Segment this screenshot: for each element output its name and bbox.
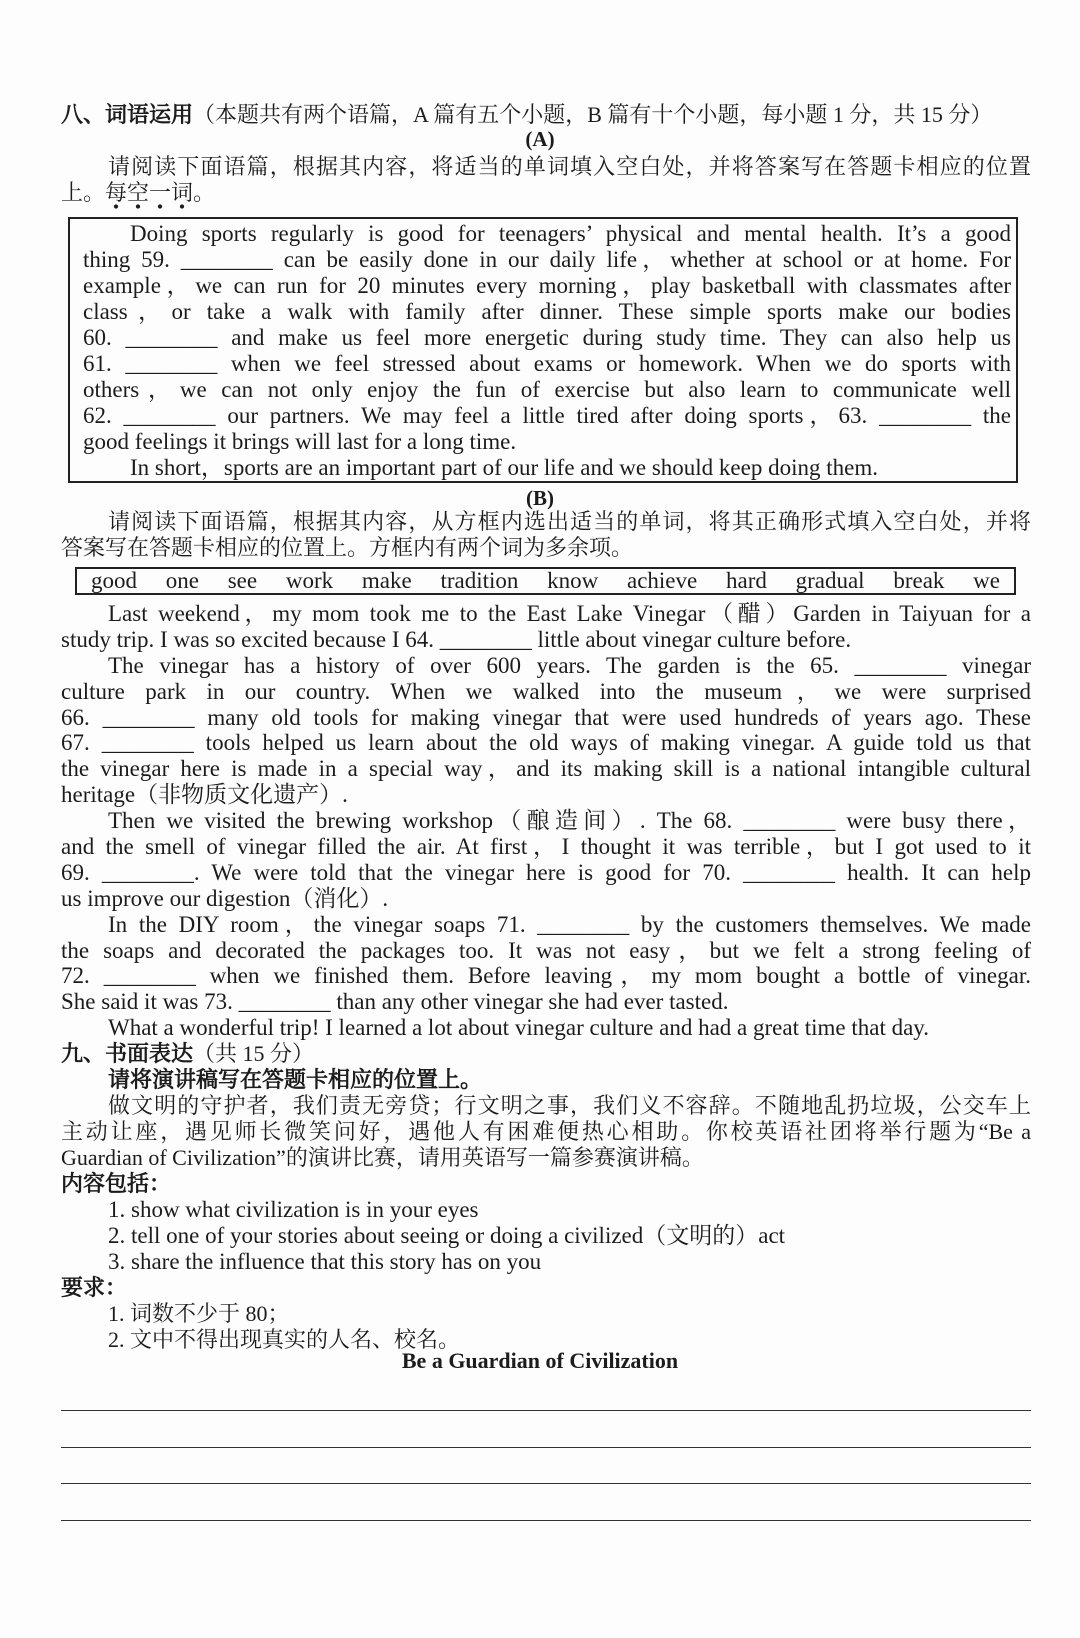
passage-line: heritage（非物质文化遗产）. (61, 782, 348, 808)
section-9-note: （共 15 分） (193, 1041, 315, 1066)
passage-line: 60. ________ and make us feel more energetic during study time. They can also help us (83, 325, 1011, 350)
passage-line: 67. ________ tools helped us learn about the old ways of making vinegar. A guide told us that (61, 730, 1031, 756)
section-9-instruction: 请将演讲稿写在答题卡相应的位置上。 (108, 1067, 483, 1092)
prompt-line: 做文明的守护者，我们责无旁贷；行文明之事，我们义不容辞。不随地乱扔垃圾，公交车上 (108, 1093, 1031, 1118)
passage-line: class，or take a walk with family after dinner. These simple sports make our bodies (83, 299, 1011, 324)
passage-line: study trip. I was so excited because I 64. ________ little about vinegar culture before. (61, 626, 852, 652)
part-a-instruction-line: 请阅读下面语篇，根据其内容，将适当的单词填入空白处，并将答案写在答题卡相应的位置 (108, 154, 1031, 179)
word-bank-item: break (893, 568, 945, 593)
section-8-note: （本题共有两个语篇，A 篇有五个小题，B 篇有十个小题，每小题 1 分，共 15 分） (193, 102, 993, 127)
instruction-text: 。 (193, 180, 216, 205)
prompt-line: 主动让座，遇见师长微笑问好，遇他人有困难便热心相助。你校英语社团将举行题为“Be a (61, 1119, 1031, 1144)
word-bank-item: see (227, 568, 258, 593)
passage-line: culture park in our country. When we walked into the museum，we were surprised (61, 678, 1031, 704)
passage-line: others，we can not only enjoy the fun of exercise but also learn to communicate well (83, 377, 1011, 402)
passage-line: us improve our digestion（消化）. (61, 885, 389, 911)
passage-line: example，we can run for 20 minutes every morning，play basketball with classmates after (83, 273, 1011, 298)
word-bank-item: we (973, 568, 1000, 593)
requirement-item: 2. 文中不得出现真实的人名、校名。 (108, 1327, 461, 1352)
passage-line: She said it was 73. ________ than any other vinegar she had ever tasted. (61, 989, 729, 1015)
part-a-instructions (61, 154, 1031, 206)
word-bank-box (75, 567, 1016, 595)
part-b-instruction-line: 请阅读下面语篇，根据其内容，从方框内选出适当的单词，将其正确形式填入空白处，并将 (108, 509, 1031, 534)
section-9 (61, 1041, 1031, 1353)
section-8-title: 八、词语运用 (61, 102, 194, 127)
part-a-instruction-line (61, 180, 1031, 206)
part-b-label: (B) (526, 486, 554, 510)
passage-line: and the smell of vinegar filled the air. At first，I thought it was terrible，but I got used to it (61, 834, 1031, 860)
passage-line: thing 59. ________ can be easily done in our daily life，whether at school or at home. For (83, 247, 1011, 272)
passage-line: In short，sports are an important part of our life and we should keep doing them. (130, 455, 878, 480)
essay-title: Be a Guardian of Civilization (401, 1348, 679, 1373)
word-bank-item: tradition (440, 568, 519, 593)
passage-line: the vinegar here is made in a special way，and its making skill is a national intangible cultural (61, 756, 1031, 782)
part-a-label: (A) (525, 127, 555, 151)
content-item: 2. tell one of your stories about seeing or doing a civilized（文明的）act (108, 1223, 786, 1248)
part-a-passage-box (68, 217, 1018, 483)
passage-line: good feelings it brings will last for a long time. (83, 429, 517, 454)
emphasized-instruction: 每空一词 (105, 180, 193, 210)
passage-line: Then we visited the brewing workshop（酿造间）. The 68. ________ were busy there， (108, 808, 1031, 834)
word-bank-item: hard (725, 568, 767, 593)
content-label: 内容包括： (61, 1171, 172, 1196)
passage-line: Last weekend，my mom took me to the East Lake Vinegar（醋）Garden in Taiyuan for a (108, 601, 1031, 626)
content-item: 1. show what civilization is in your eyes (108, 1197, 479, 1222)
section-9-heading (61, 1041, 1031, 1067)
passage-line: What a wonderful trip! I learned a lot about vinegar culture and had a great time that day. (108, 1015, 930, 1041)
section-9-title: 九、书面表达 (61, 1041, 194, 1066)
passage-line: the soaps and decorated the packages too. It was not easy，but we felt a strong feeling of (61, 937, 1031, 963)
part-b-instruction-line: 答案写在答题卡相应的位置上。方框内有两个词为多余项。 (61, 535, 634, 560)
word-bank-item: work (285, 568, 334, 593)
word-bank-item: achieve (627, 568, 698, 593)
passage-line: 61. ________ when we feel stressed about exams or homework. When we do sports with (83, 351, 1011, 376)
word-bank-item: gradual (795, 568, 865, 593)
word-bank-item: good (91, 568, 137, 593)
requirement-item: 1. 词数不少于 80； (108, 1301, 290, 1326)
passage-line: The vinegar has a history of over 600 years. The garden is the 65. ________ vinegar (108, 652, 1031, 678)
answer-line (61, 1483, 1031, 1484)
part-b-passage (61, 601, 1031, 1041)
answer-line (61, 1520, 1031, 1521)
passage-line: 66. ________ many old tools for making vinegar that were used hundreds of years ago. These (61, 704, 1031, 730)
passage-line: 69. ________. We were told that the vinegar here is good for 70. ________ health. It can help (61, 859, 1031, 885)
content-item: 3. share the influence that this story has on you (108, 1249, 542, 1274)
requirements-label: 要求： (61, 1275, 128, 1300)
instruction-text: 上。 (61, 180, 106, 205)
passage-line: 72. ________ when we finished them. Before leaving，my mom bought a bottle of vinegar. (61, 963, 1031, 989)
part-b-instructions (61, 509, 1031, 561)
section-8-heading (61, 102, 1031, 128)
answer-line (61, 1447, 1031, 1448)
passage-line: 62. ________ our partners. We may feel a little tired after doing sports，63. ________ the (83, 403, 1011, 428)
word-bank-item: make (361, 568, 412, 593)
prompt-line: Guardian of Civilization”的演讲比赛，请用英语写一篇参赛演讲稿。 (61, 1145, 704, 1170)
passage-line: Doing sports regularly is good for teenagers’ physical and mental health. It’s a good (130, 221, 1011, 246)
passage-line: In the DIY room，the vinegar soaps 71. ________ by the customers themselves. We made (108, 911, 1031, 937)
answer-line (61, 1410, 1031, 1411)
word-bank-item: know (547, 568, 599, 593)
word-bank-item: one (165, 568, 199, 593)
